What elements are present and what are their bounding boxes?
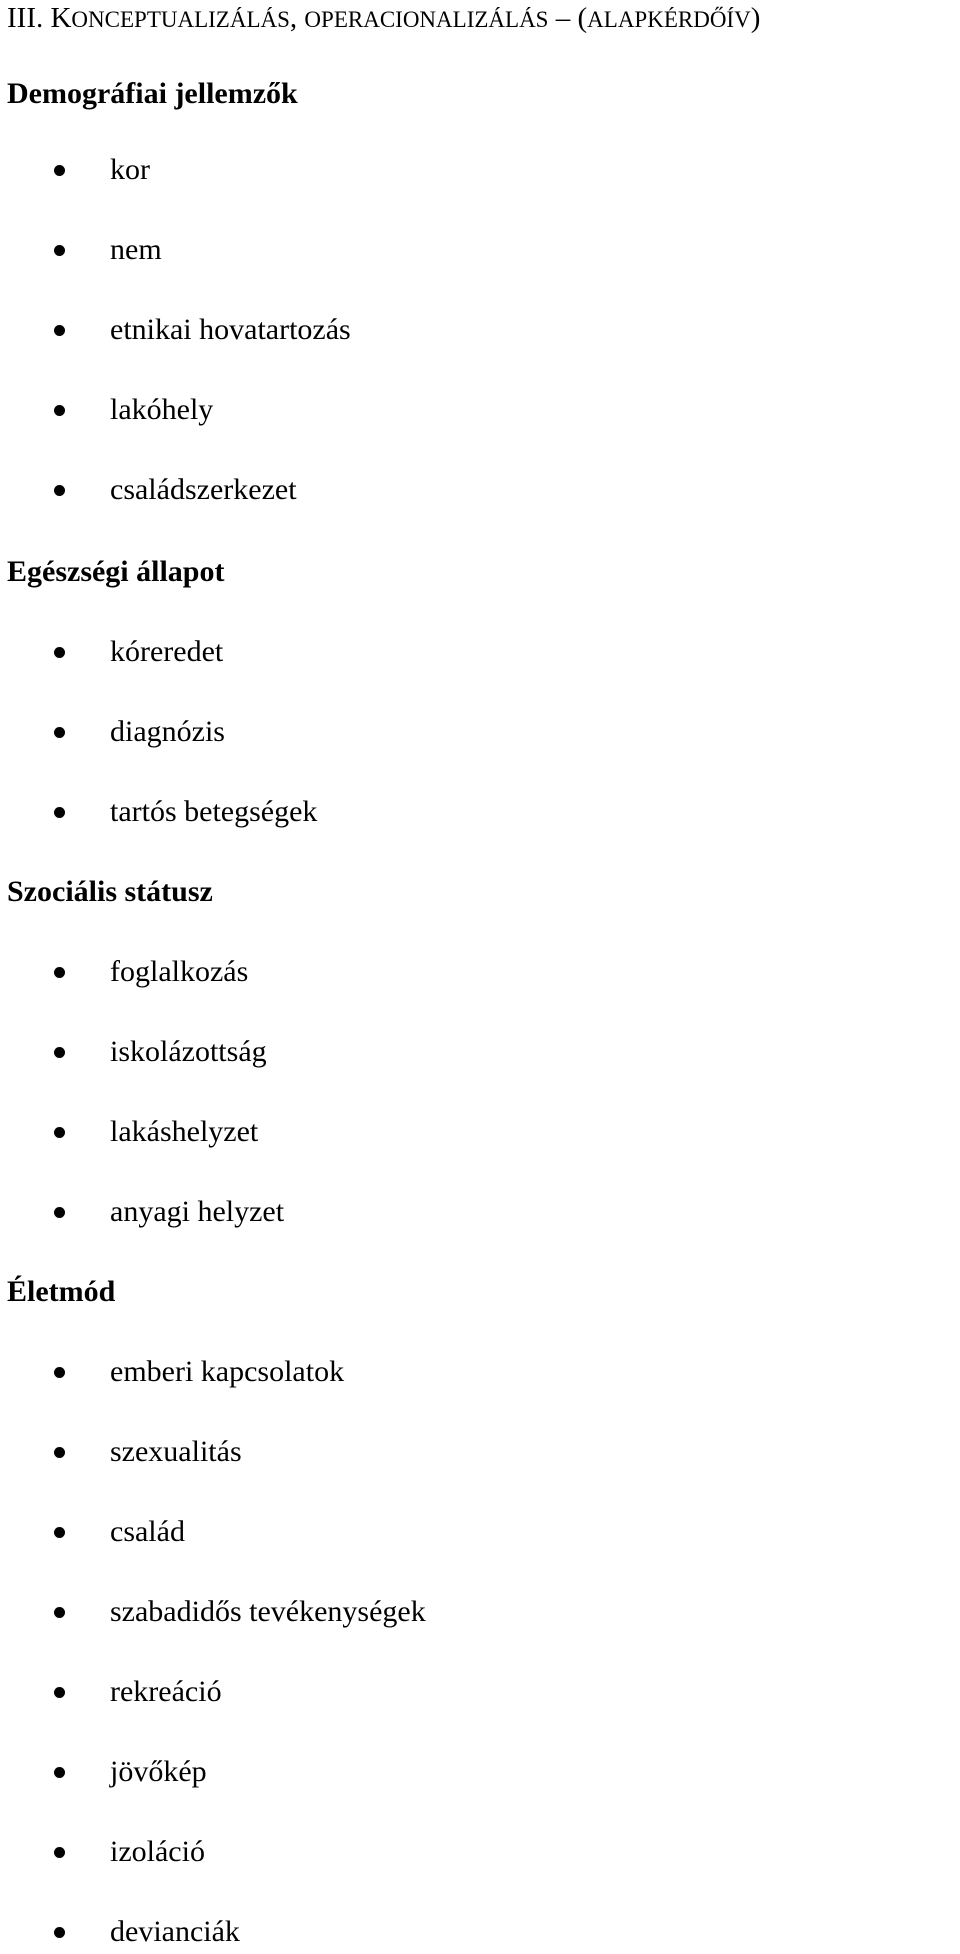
- list-item: [0, 312, 900, 348]
- bullet-icon: [54, 325, 65, 336]
- list-item: [0, 1594, 900, 1630]
- list-item-label: családszerkezet: [110, 473, 297, 506]
- list-item-label: szabadidős tevékenységek: [110, 1595, 426, 1628]
- bullet-icon: [54, 647, 65, 658]
- list-item: [0, 1194, 900, 1230]
- title-dash: – (: [548, 2, 588, 34]
- list-item-label: izoláció: [110, 1835, 205, 1868]
- list-item: [0, 1114, 900, 1150]
- list-item: [0, 794, 900, 830]
- list-item-label: anyagi helyzet: [110, 1195, 285, 1228]
- list-item-label: foglalkozás: [110, 955, 249, 988]
- list-item: [0, 1914, 900, 1950]
- list-item: [0, 152, 900, 188]
- list-item-label: lakóhely: [110, 393, 214, 426]
- list-item: [0, 1674, 900, 1710]
- list-item: [0, 1514, 900, 1550]
- title-part-1: ONCEPTUALIZÁLÁS: [71, 7, 290, 32]
- list-item-label: diagnózis: [110, 715, 225, 748]
- list-item-label: kóreredet: [110, 635, 224, 668]
- section-heading-eletmod: Életmód: [7, 1275, 116, 1308]
- bullet-icon: [54, 727, 65, 738]
- title-part-2: OPERACIONALIZÁLÁS: [304, 7, 549, 32]
- bullet-icon: [54, 1767, 65, 1778]
- title-suffix: ): [750, 2, 761, 34]
- list-item-label: jövőkép: [110, 1755, 207, 1788]
- bullet-icon: [54, 165, 65, 176]
- section-heading-szocialis: Szociális státusz: [7, 875, 213, 908]
- list-item: [0, 1354, 900, 1390]
- list-item: [0, 1754, 900, 1790]
- title-part-3: ALAPKÉRDŐÍV: [587, 7, 751, 32]
- bullet-icon: [54, 1607, 65, 1618]
- list-item: [0, 634, 900, 670]
- list-item-label: kor: [110, 153, 150, 186]
- list-item: [0, 1434, 900, 1470]
- section-heading-demografiai: Demográfiai jellemzők: [7, 77, 298, 110]
- bullet-icon: [54, 1847, 65, 1858]
- list-item-label: szexualitás: [110, 1435, 242, 1468]
- list-item: [0, 714, 900, 750]
- list-item: [0, 1834, 900, 1870]
- bullet-icon: [54, 807, 65, 818]
- bullet-icon: [54, 485, 65, 496]
- list-item-label: iskolázottság: [110, 1035, 267, 1068]
- bullet-icon: [54, 1367, 65, 1378]
- bullet-icon: [54, 245, 65, 256]
- bullet-icon: [54, 1207, 65, 1218]
- page-title: [7, 0, 760, 38]
- list-item: [0, 232, 900, 268]
- list-item: [0, 954, 900, 990]
- bullet-icon: [54, 405, 65, 416]
- list-item: [0, 392, 900, 428]
- bullet-icon: [54, 1127, 65, 1138]
- list-item-label: lakáshelyzet: [110, 1115, 259, 1148]
- list-item-label: emberi kapcsolatok: [110, 1355, 345, 1388]
- bullet-icon: [54, 1447, 65, 1458]
- list-item-label: rekreáció: [110, 1675, 222, 1708]
- bullet-icon: [54, 1927, 65, 1938]
- bullet-icon: [54, 1687, 65, 1698]
- title-prefix: III. K: [7, 2, 72, 34]
- bullet-icon: [54, 967, 65, 978]
- list-item-label: család: [110, 1515, 185, 1548]
- list-item-label: devianciák: [110, 1915, 240, 1948]
- list-item-label: etnikai hovatartozás: [110, 313, 351, 346]
- bullet-icon: [54, 1047, 65, 1058]
- section-heading-egeszsegi: Egészségi állapot: [7, 555, 225, 588]
- list-item-label: tartós betegségek: [110, 795, 318, 828]
- list-item-label: nem: [110, 233, 162, 266]
- list-item: [0, 1034, 900, 1070]
- list-item: [0, 472, 900, 508]
- bullet-icon: [54, 1527, 65, 1538]
- title-separator: ,: [289, 2, 305, 34]
